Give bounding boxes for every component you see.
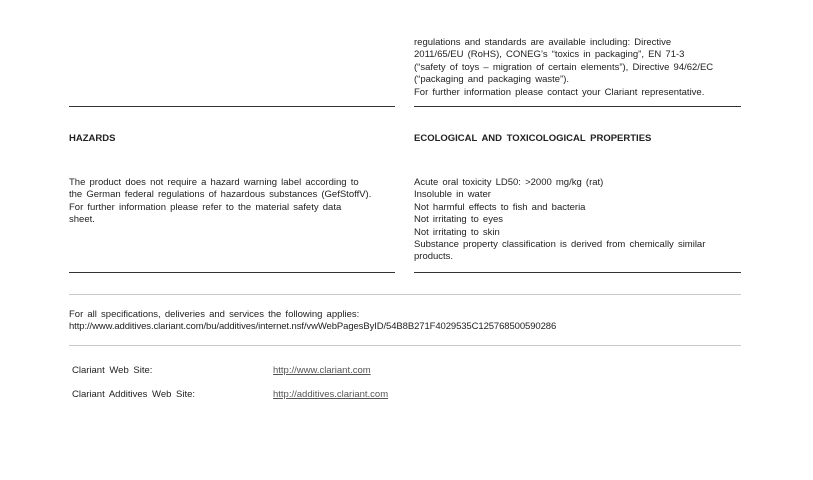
ecological-line: Not irritating to skin	[414, 226, 500, 238]
website-label: Clariant Web Site:	[72, 365, 153, 376]
hazards-heading: HAZARDS	[69, 133, 116, 144]
ecological-line: Substance property classification is derived from chemically similar	[414, 239, 706, 251]
ecological-heading: ECOLOGICAL AND TOXICOLOGICAL PROPERTIES	[414, 133, 652, 144]
specifications-line: For all specifications, deliveries and services the following applies:	[69, 309, 360, 320]
specifications-url: http://www.additives.clariant.com/bu/additives/internet.nsf/vwWebPagesByID/54B8B271F4029535C125768500590286	[69, 321, 557, 332]
specifications-top-rule	[69, 294, 741, 295]
right-column-top-rule	[414, 106, 741, 107]
ecological-line: Acute oral toxicity LD50: >2000 mg/kg (rat)	[414, 177, 604, 188]
additives-website-link[interactable]: http://additives.clariant.com	[273, 389, 389, 400]
regulations-paragraph: regulations and standards are available including: Directive 2011/65/EU (RoHS), CONEG’s “toxics in packaging”, EN 71-3 (“safety of toys – migration of certain elements”), Directive 94/62/EC (“packaging and packaging waste”). For further information please contact your Clariant representative.	[414, 37, 714, 98]
left-column-bottom-rule	[69, 272, 395, 273]
clariant-website-link[interactable]: http://www.clariant.com	[273, 365, 371, 376]
left-column-top-rule	[69, 106, 395, 107]
hazards-paragraph: The product does not require a hazard warning label according to the German federal regulations of hazardous substances (GefStoffV). For further information please refer to the material safety data sheet.	[69, 177, 372, 226]
ecological-list	[414, 177, 744, 264]
ecological-line: Insoluble in water	[414, 189, 491, 201]
ecological-line: Not irritating to eyes	[414, 214, 503, 226]
right-column-bottom-rule	[414, 272, 741, 273]
ecological-line: products.	[414, 251, 454, 263]
specifications-bottom-rule	[69, 345, 741, 346]
website-label: Clariant Additives Web Site:	[72, 389, 196, 400]
ecological-line: Not harmful effects to fish and bacteria	[414, 201, 586, 213]
